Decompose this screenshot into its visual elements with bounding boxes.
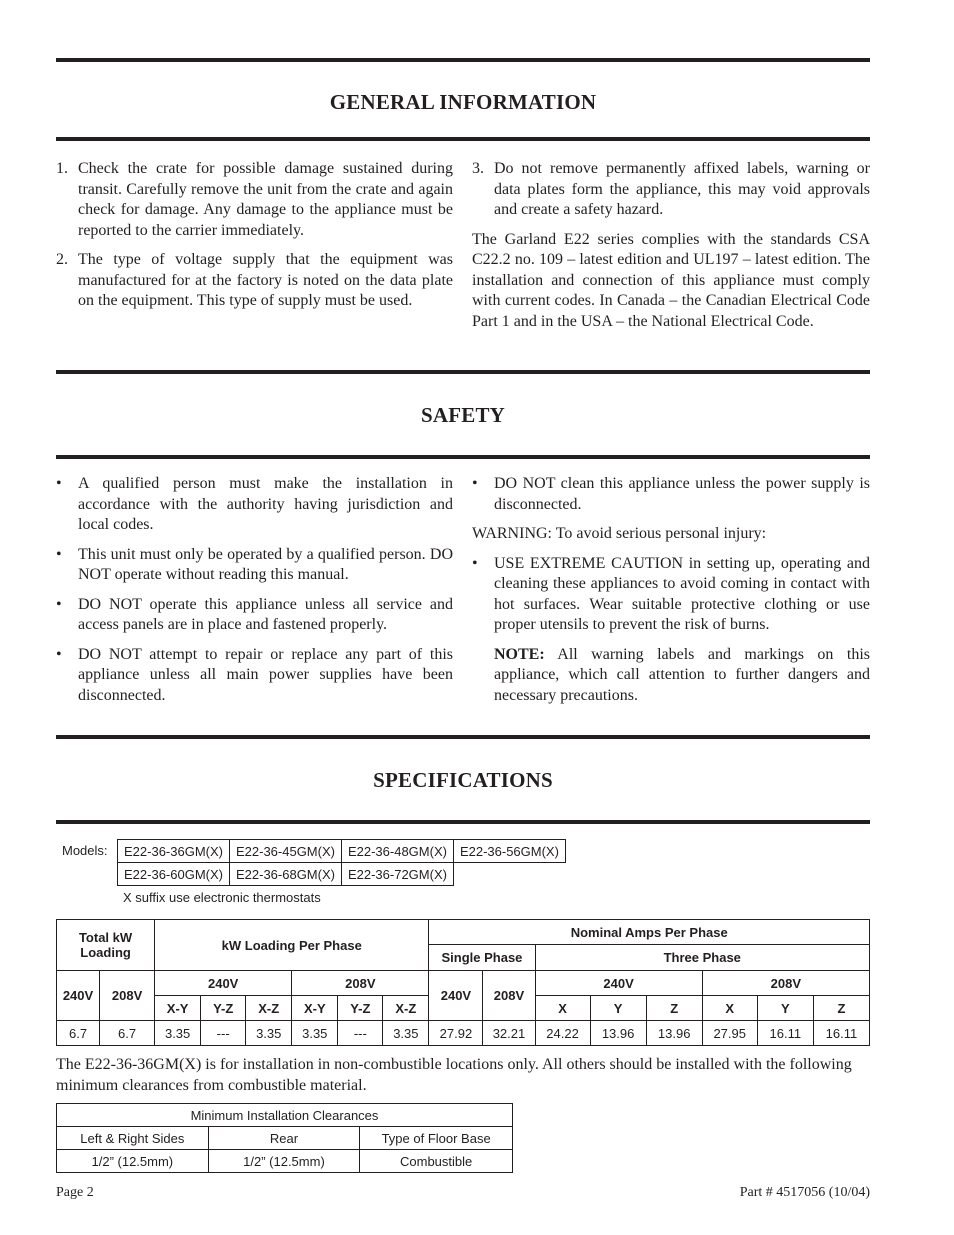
top-rule (56, 58, 870, 62)
safety-right-column (472, 474, 870, 715)
note-label: NOTE: (494, 645, 545, 663)
general-left-column (56, 159, 453, 321)
compliance-paragraph: The Garland E22 series complies with the standards CSA C22.2 no. 109 – latest edition and UL197 – latest edition. The installation and connection of this appliance must comply with current codes. In Canada – the Canadian Electrical Code Part 1 and in the USA – the National Electrical Code. (472, 230, 870, 330)
list-item: • DO NOT operate this appliance unless all service and access panels are in place and fastened properly. (56, 595, 453, 633)
safety-left-column (56, 474, 453, 715)
table-row: Total kW Loading kW Loading Per Phase Nominal Amps Per Phase (57, 920, 870, 945)
list-item: • USE EXTREME CAUTION in setting up, operating and cleaning these appliances to avoid coming in contact with hot surfaces. Wear suitable protective clothing or use proper utensils to prevent the risk of burns. (472, 554, 870, 633)
models-label: Models: (62, 843, 108, 858)
safety-list-left (56, 474, 453, 706)
specifications-heading: SPECIFICATIONS (373, 768, 553, 792)
list-item: • A qualified person must make the installation in accordance with the authority having jurisdiction and local codes. (56, 475, 453, 533)
table-row: Minimum Installation Clearances (57, 1104, 513, 1127)
page-number: Page 2 (56, 1185, 94, 1200)
clearances-table (56, 1103, 513, 1173)
clearance-note: The E22-36-36GM(X) is for installation in non-combustible locations only. All others should be installed with the following minimum clearances from combustible material. (56, 1056, 852, 1094)
general-right-column (472, 159, 870, 341)
general-list-left (56, 159, 453, 312)
general-information-rule (56, 137, 870, 141)
safety-note: NOTE: All warning labels and markings on this appliance, which call attention to further dangers and necessary precautions. (494, 645, 870, 704)
safety-heading: SAFETY (420, 403, 506, 427)
table-row: E22-36-36GM(X) E22-36-45GM(X) E22-36-48GM(X) E22-36-56GM(X) (118, 840, 566, 863)
warning-text: WARNING: To avoid serious personal injury: (472, 525, 767, 542)
table-row: Left & Right Sides Rear Type of Floor Base (57, 1127, 513, 1150)
list-item: 1. Check the crate for possible damage sustained during transit. Carefully remove the unit from the crate and again check for damage. Any damage to the appliance must be reported to the carrier immediately. (56, 160, 453, 239)
table-row: 1/2” (12.5mm) 1/2” (12.5mm) Combustible (57, 1150, 513, 1173)
safety-top-rule (56, 370, 870, 374)
models-table (117, 839, 566, 886)
table-row: Single Phase Three Phase (57, 945, 870, 971)
table-row: 6.7 6.7 3.35 --- 3.35 3.35 --- 3.35 27.92 32.21 24.22 13.96 13.96 27.95 16.11 16.11 (57, 1021, 870, 1046)
safety-list-right-2 (472, 554, 870, 636)
list-item: 2. The type of voltage supply that the equipment was manufactured for at the factory is noted on the data plate on the equipment. This type of supply must be used. (56, 251, 453, 309)
suffix-note: X suffix use electronic thermostats (123, 890, 321, 905)
general-list-right (472, 159, 870, 221)
safety-rule (56, 455, 870, 459)
specs-top-rule (56, 735, 870, 739)
list-item: • This unit must only be operated by a qualified person. DO NOT operate without reading this manual. (56, 545, 453, 583)
specs-rule (56, 820, 870, 824)
list-item: • DO NOT clean this appliance unless the power supply is disconnected. (472, 475, 870, 513)
list-item: • DO NOT attempt to repair or replace any part of this appliance unless all main power supplies have been disconnected. (56, 645, 453, 704)
safety-list-right (472, 474, 870, 515)
part-number: Part # 4517056 (10/04) (739, 1185, 870, 1200)
table-row: E22-36-60GM(X) E22-36-68GM(X) E22-36-72GM(X) (118, 863, 566, 886)
specifications-table (56, 919, 870, 1046)
list-item: 3. Do not remove permanently affixed labels, warning or data plates form the appliance, this may void approvals and create a safety hazard. (472, 160, 870, 218)
table-row: X-Y Y-Z X-Z X-Y Y-Z X-Z X Y Z X Y Z (57, 996, 870, 1021)
general-information-heading: GENERAL INFORMATION (329, 90, 597, 114)
table-row: 240V 208V 240V 208V 240V 208V 240V 208V (57, 971, 870, 996)
